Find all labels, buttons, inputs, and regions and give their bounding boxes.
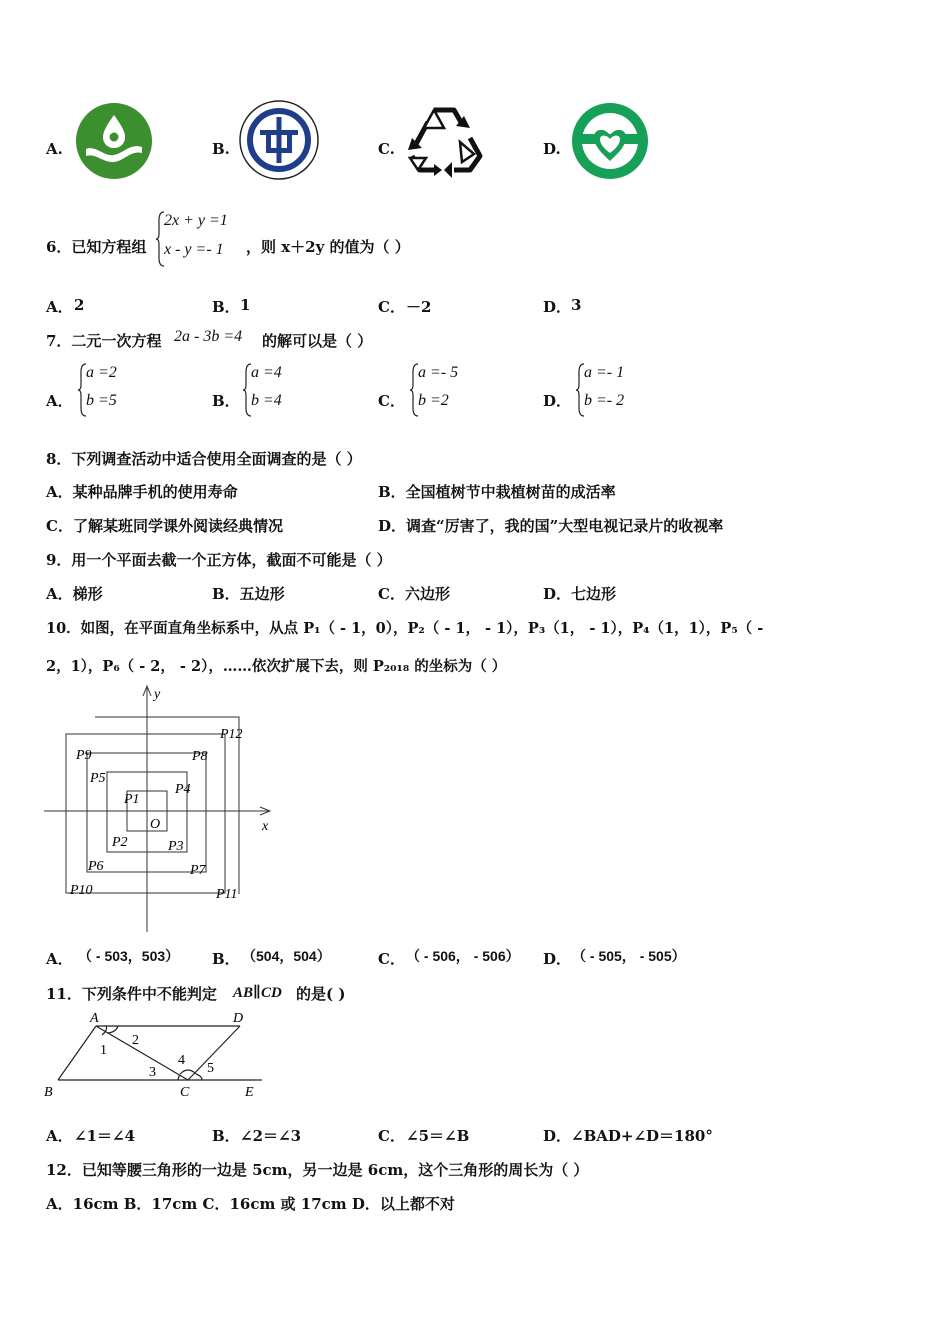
point-p7: P7 xyxy=(190,863,206,878)
point-p2: P2 xyxy=(112,835,128,850)
q6-option-a-label: A． xyxy=(46,298,73,316)
q8-option-d: D．调查“厉害了，我的国”大型电视记录片的收视率 xyxy=(378,517,724,535)
q11-stem-suffix: 的是( ) xyxy=(296,985,346,1003)
angle-1: 1 xyxy=(100,1043,107,1058)
q5-option-a-label: A. xyxy=(46,140,63,158)
angle-2: 2 xyxy=(132,1033,139,1048)
q6-option-d-text: 3 xyxy=(571,296,582,314)
q6-option-a-text: 2 xyxy=(74,296,85,314)
q6-option-c-label: C． xyxy=(378,298,405,316)
q7-option-a-row1: a =2 xyxy=(86,364,117,381)
q8-option-c: C．了解某班同学课外阅读经典情况 xyxy=(46,517,283,535)
q11-option-a-label: A． xyxy=(46,1127,73,1145)
q10-option-b-text: （504，504） xyxy=(242,948,331,964)
green-water-drop-logo xyxy=(74,101,154,181)
point-p12: P12 xyxy=(220,727,243,742)
q7-option-d-system xyxy=(576,362,656,418)
q7-option-a-row2: b =5 xyxy=(86,392,117,409)
q8-stem: 8．下列调查活动中适合使用全面调查的是（ ） xyxy=(46,450,362,468)
q6-option-c-text: －2 xyxy=(406,298,432,316)
green-heart-circle-logo xyxy=(570,101,650,181)
q6-equation-2: x - y =- 1 xyxy=(164,241,224,258)
q7-option-b-label: B． xyxy=(212,392,240,410)
point-p4: P4 xyxy=(175,782,191,797)
origin-label: O xyxy=(150,817,161,832)
q11-option-b-text: ∠2＝∠3 xyxy=(240,1127,302,1145)
point-p9: P9 xyxy=(76,748,92,763)
q7-option-c-row2: b =2 xyxy=(418,392,449,409)
q7-option-c-system xyxy=(410,362,490,418)
recycle-arrows-logo xyxy=(404,104,486,180)
q9-option-a: A．梯形 xyxy=(46,585,103,603)
q10-stem-line1: 10．如图，在平面直角坐标系中，从点 P₁（ - 1，0），P₂（ - 1， - 1），P₃（1， - 1），P₄（1，1），P₅（ - xyxy=(46,620,764,637)
q5-option-d-label: D. xyxy=(543,140,561,158)
q11-option-d-text: ∠BAD+∠D＝180° xyxy=(571,1127,713,1145)
q8-option-a: A．某种品牌手机的使用寿命 xyxy=(46,483,238,501)
q7-option-b-system xyxy=(243,362,323,418)
q12-stem: 12．已知等腰三角形的一边是 5cm，另一边是 6cm，这个三角形的周长为（ ） xyxy=(46,1161,589,1179)
q7-option-b-row2: b =4 xyxy=(251,392,282,409)
q10-option-d-label: D． xyxy=(543,950,572,968)
q7-option-b-row1: a =4 xyxy=(251,364,282,381)
q10-option-c-label: C． xyxy=(378,950,405,968)
q8-option-b: B．全国植树节中栽植树苗的成活率 xyxy=(378,483,616,501)
point-p1: P1 xyxy=(124,792,140,807)
angle-3: 3 xyxy=(149,1065,156,1080)
q10-stem-line2: 2，1），P₆（ - 2， - 2），……依次扩展下去，则 P₂₀₁₈ 的坐标为（ ） xyxy=(46,658,507,675)
q11-option-c-label: C． xyxy=(378,1127,405,1145)
point-p10: P10 xyxy=(70,883,93,898)
q9-stem: 9．用一个平面去截一个正方体，截面不可能是（ ） xyxy=(46,551,392,569)
q6-equation-1: 2x + y =1 xyxy=(164,212,228,229)
q7-option-a-system xyxy=(78,362,158,418)
point-p11: P11 xyxy=(216,887,238,902)
q10-option-d-text: （ - 505， - 505） xyxy=(572,948,686,964)
point-b: B xyxy=(44,1085,53,1100)
point-d: D xyxy=(233,1011,244,1026)
q11-parallel-figure xyxy=(40,1008,272,1104)
q7-stem-prefix: 7．二元一次方程 xyxy=(46,332,162,350)
point-p8: P8 xyxy=(192,749,208,764)
q6-option-d-label: D． xyxy=(543,298,572,316)
q7-option-c-label: C． xyxy=(378,392,405,410)
x-axis-label: x xyxy=(262,819,269,834)
angle-5: 5 xyxy=(207,1061,214,1076)
point-p5: P5 xyxy=(90,771,106,786)
q10-option-a-label: A． xyxy=(46,950,73,968)
q7-equation: 2a - 3b =4 xyxy=(174,328,243,345)
q10-coordinate-figure xyxy=(44,684,276,934)
q7-option-a-label: A． xyxy=(46,392,73,410)
q11-stem-prefix: 11．下列条件中不能判定 xyxy=(46,985,217,1003)
q10-option-c-text: （ - 506， - 506） xyxy=(406,948,520,964)
q6-option-b-label: B． xyxy=(212,298,240,316)
q11-stem-relation: AB∥CD xyxy=(233,985,282,1001)
q5-option-c-label: C. xyxy=(378,140,395,158)
point-c: C xyxy=(180,1085,190,1100)
q9-option-c: C．六边形 xyxy=(378,585,450,603)
q5-option-b-label: B. xyxy=(212,140,230,158)
blue-circle-emblem-logo xyxy=(238,99,320,181)
q6-stem-suffix: ，则 x＋2y 的值为（ ） xyxy=(246,238,410,256)
q6-stem-prefix: 6．已知方程组 xyxy=(46,238,147,256)
q7-option-c-row1: a =- 5 xyxy=(418,364,459,381)
q11-option-b-label: B． xyxy=(212,1127,240,1145)
q7-option-d-row2: b =- 2 xyxy=(584,392,625,409)
q9-option-b: B．五边形 xyxy=(212,585,285,603)
q11-option-a-text: ∠1＝∠4 xyxy=(74,1127,136,1145)
q7-option-d-label: D． xyxy=(543,392,572,410)
q6-equation-system xyxy=(156,210,256,268)
point-p6: P6 xyxy=(88,859,104,874)
q6-option-b-text: 1 xyxy=(240,296,251,314)
angle-4: 4 xyxy=(178,1053,185,1068)
q11-option-d-label: D． xyxy=(543,1127,572,1145)
point-e: E xyxy=(245,1085,254,1100)
q7-option-d-row1: a =- 1 xyxy=(584,364,625,381)
y-axis-label: y xyxy=(154,687,161,702)
q10-option-b-label: B． xyxy=(212,950,240,968)
point-p3: P3 xyxy=(168,839,184,854)
q11-option-c-text: ∠5＝∠B xyxy=(406,1127,470,1145)
q10-option-a-text: （ - 503，503） xyxy=(78,948,180,964)
q12-options: A．16cm B．17cm C．16cm 或 17cm D．以上都不对 xyxy=(46,1195,455,1213)
q9-option-d: D．七边形 xyxy=(543,585,617,603)
point-a: A xyxy=(90,1011,99,1026)
q7-stem-suffix: 的解可以是（ ） xyxy=(262,332,373,350)
